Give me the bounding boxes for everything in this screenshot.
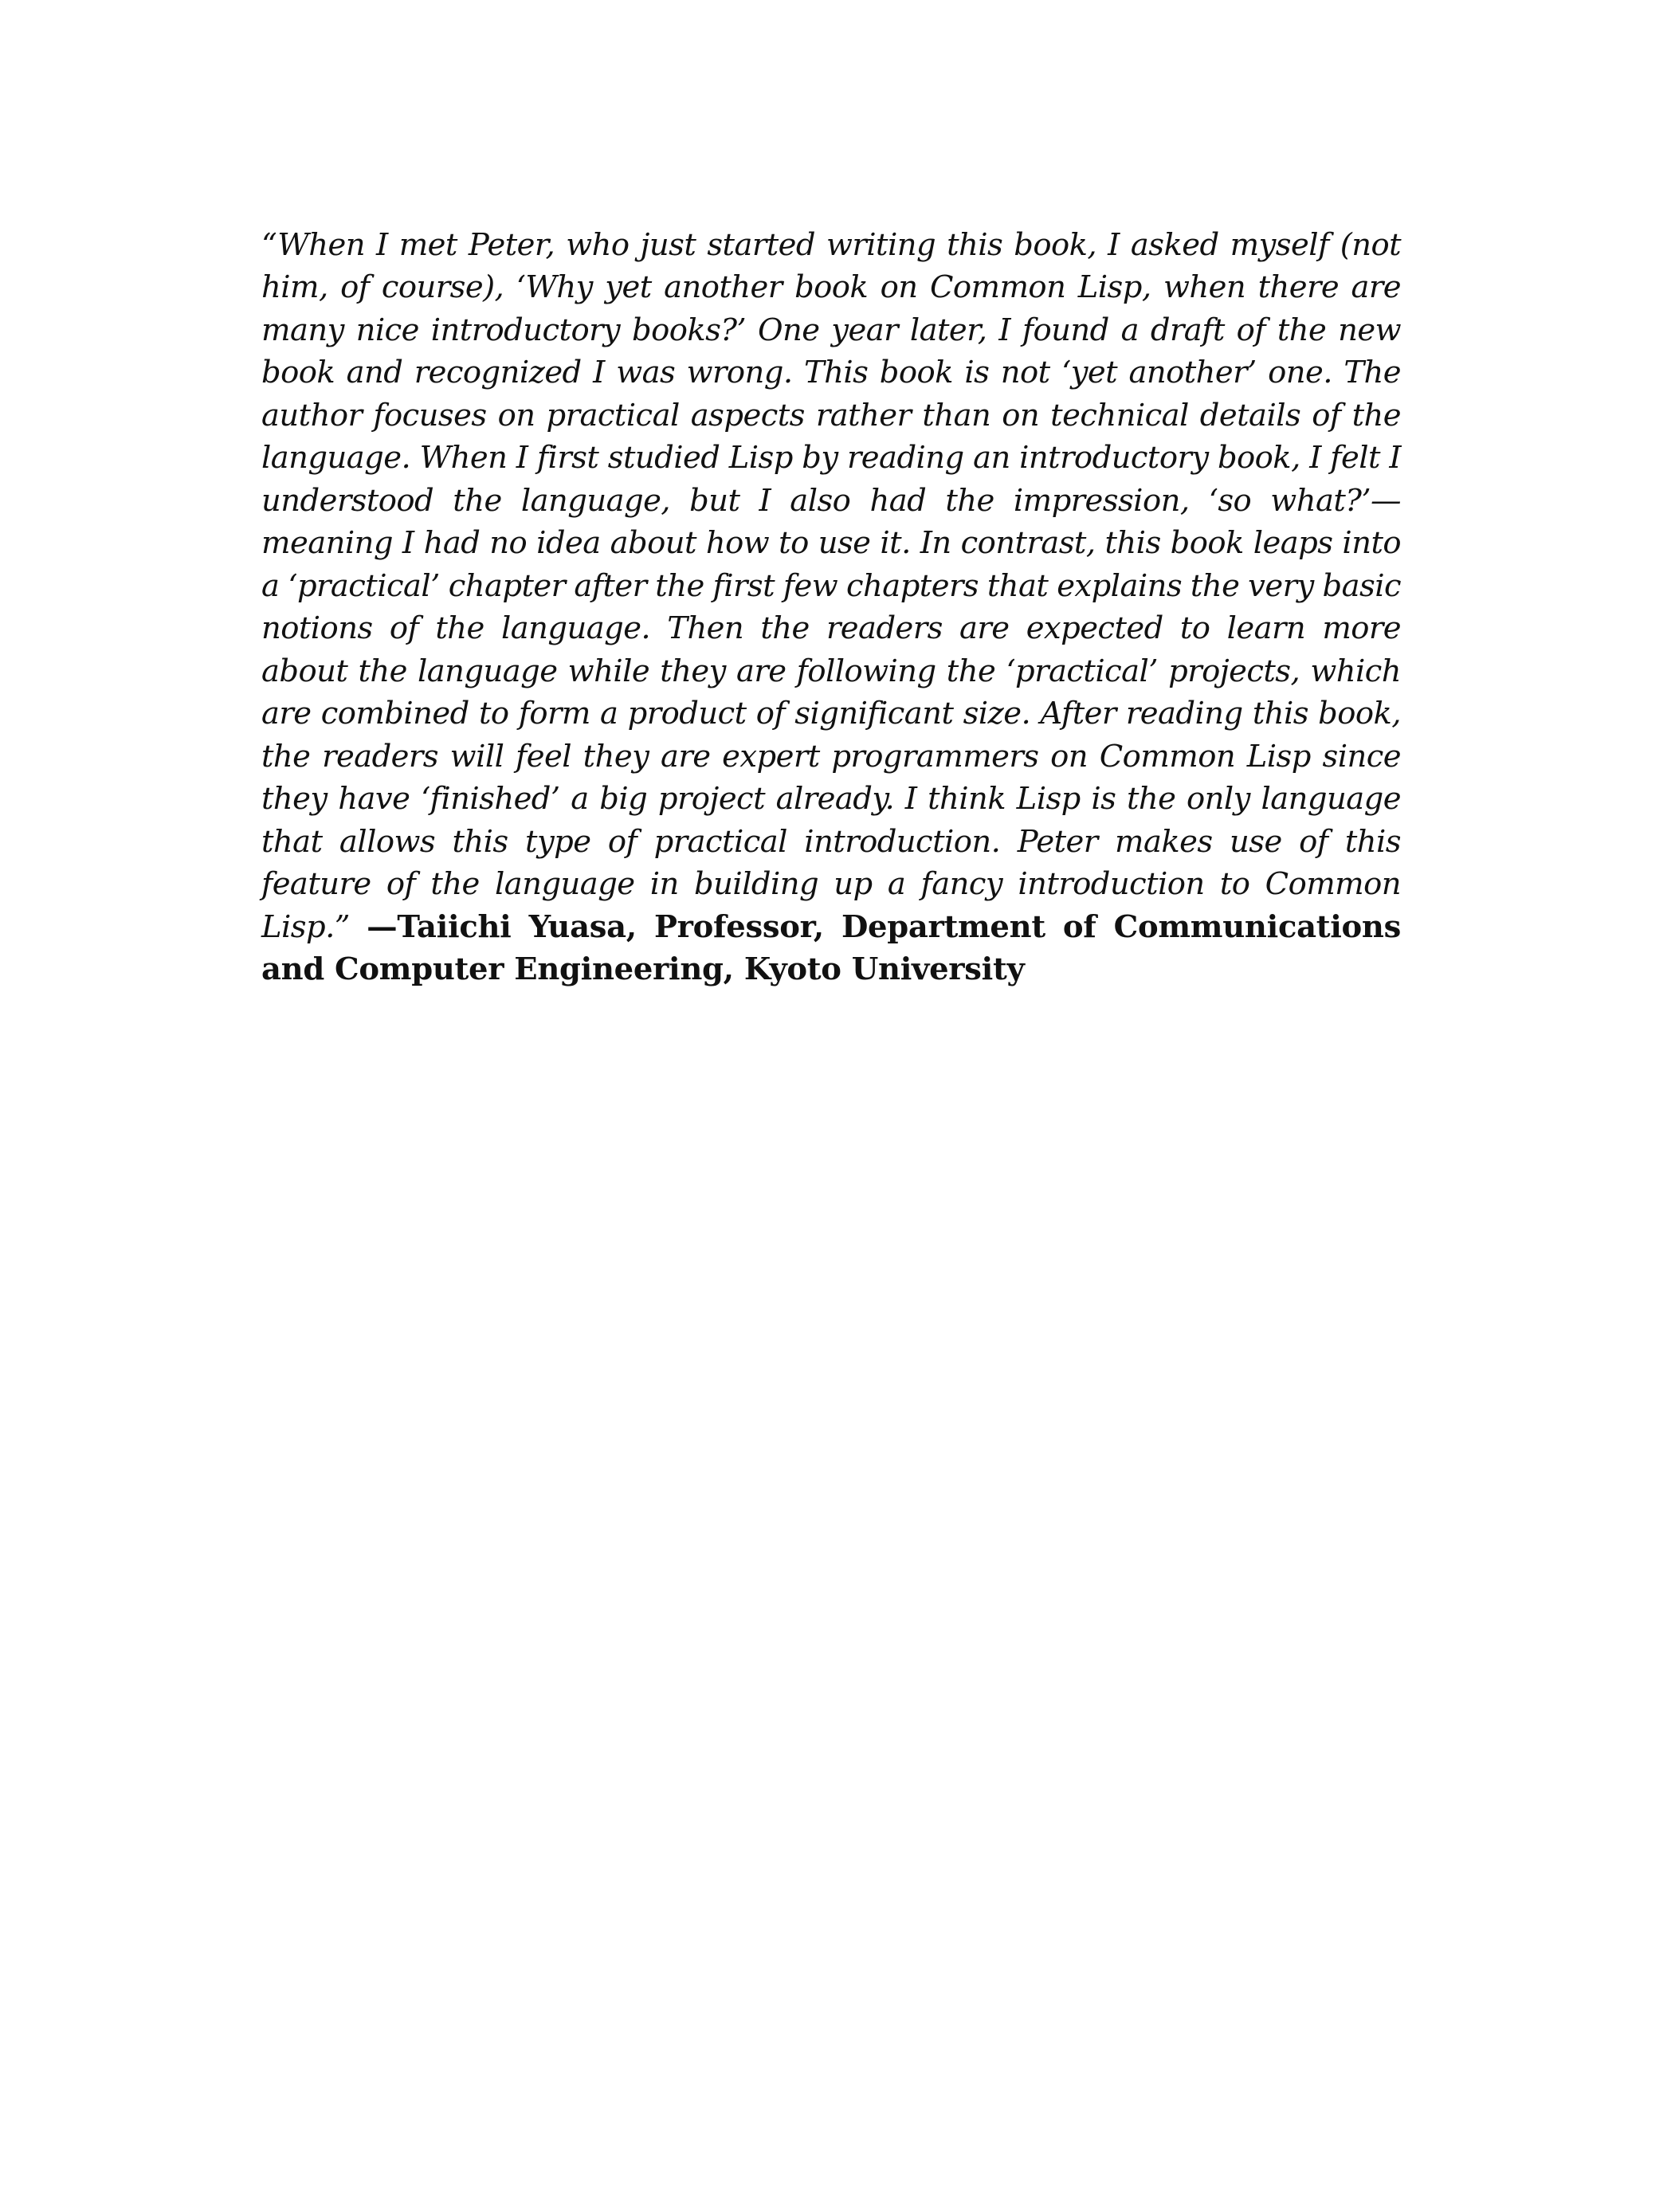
- endorsement-paragraph: [261, 224, 1401, 991]
- endorsement-attribution: —Taiichi Yuasa, Professor, Department of Communications and Computer Engineering, Kyoto University: [261, 908, 1401, 987]
- endorsement-quote: “When I met Peter, who just started writing this book, I asked myself (not him, of course), ‘Why yet another book on Common Lisp, when there are many nice introductory books?’ One year later, I found a draft of the new book and recognized I was wrong. This book is not ‘yet another’ one. The author focuses on practical aspects rather than on technical details of the language. When I first studied Lisp by reading an introductory book, I felt I understood the language, but I also had the impression, ‘so what?’—meaning I had no idea about how to use it. In contrast, this book leaps into a ‘practical’ chapter after the first few chapters that explains the very basic notions of the language. Then the readers are expected to learn more about the language while they are following the ‘practical’ projects, which are combined to form a product of significant size. After reading this book, the readers will feel they are expert programmers on Common Lisp since they have ‘finished’ a big project already. I think Lisp is the only language that allows this type of practical introduction. Peter makes use of this feature of the language in building up a fancy introduction to Common Lisp.”: [261, 226, 1401, 945]
